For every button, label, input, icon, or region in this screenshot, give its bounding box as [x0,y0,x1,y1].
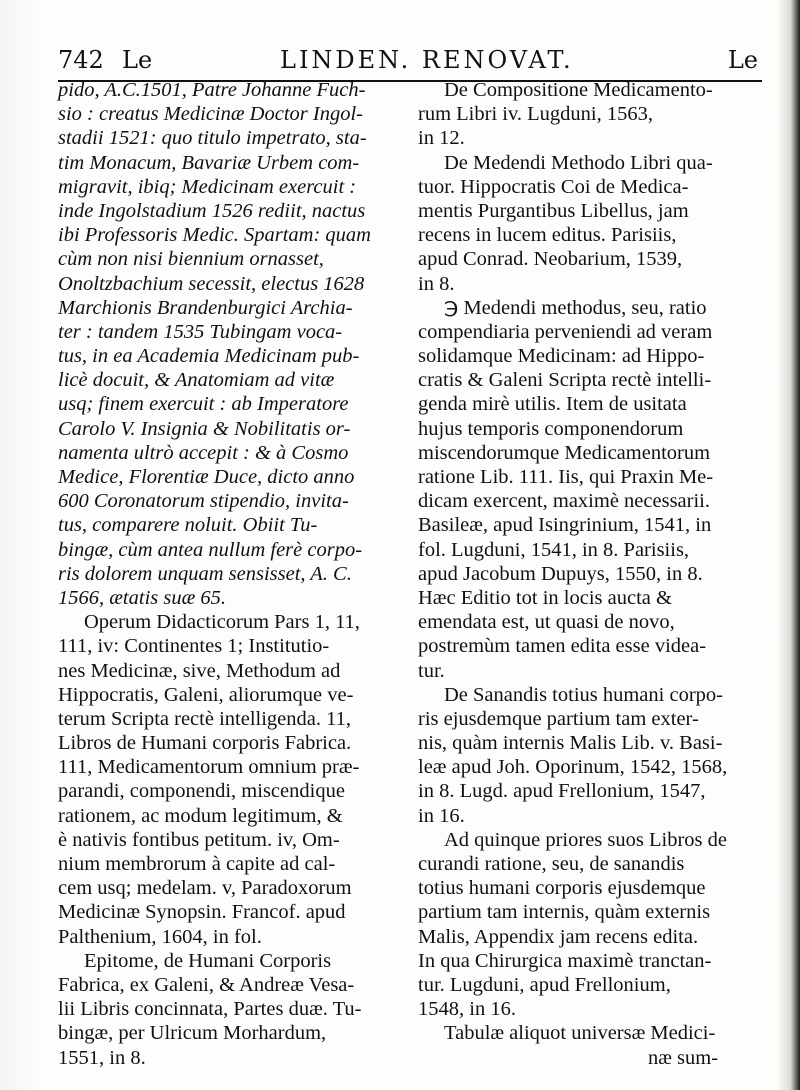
left-text-line: Palthenium, 1604, in fol. [58,925,262,948]
page-gutter-shadow-right [776,0,800,1090]
left-italic-line: ibi Professoris Medic. Spartam: quam [58,224,371,247]
left-text-line: lii Libris concinnata, Partes duæ. Tu- [58,998,362,1021]
right-text-line: tuor. Hippocratis Coi de Medica- [418,175,689,198]
left-text-line: rationem, ac modum legitimum, & [58,804,343,827]
left-italic-line: 600 Coronatorum stipendio, invita- [58,490,349,513]
left-italic-line: sio : creatus Medicinæ Doctor Ingol- [58,103,363,126]
right-text-line: totius humani corporis ejusdemque [418,877,706,900]
right-text-line: tur. [418,659,445,682]
left-italic-line: namenta ultrò accepit : & à Cosmo [58,441,349,464]
right-text-line: fol. Lugduni, 1541, in 8. Parisiis, [418,538,690,561]
right-text-line: næ sum- [648,1046,719,1069]
left-italic-line: cùm non nisi biennium ornasset, [58,248,324,271]
left-text-line: cem usq; medelam. v, Paradoxorum [58,877,352,900]
right-text-line: In qua Chirurgica maximè tranctan- [418,949,712,972]
right-text-line: dicam exercent, maximè necessarii. [418,490,710,513]
left-italic-line: inde Ingolstadium 1526 rediit, nactus [58,199,366,222]
page-number: 742 [58,46,104,74]
left-text-line: 111, Medicamentorum omnium præ- [58,756,360,779]
right-text-line: in 8. [418,272,455,295]
right-text-line: apud Conrad. Neobarium, 1539, [418,248,683,271]
right-text-line: nis, quàm internis Malis Lib. v. Basi- [418,732,723,755]
left-column [58,78,400,1070]
right-text-line: De Medendi Methodo Libri qua- [444,151,713,174]
right-text-line: recens in lucem editus. Parisiis, [418,224,677,247]
right-text-line: rum Libri iv. Lugduni, 1563, [418,103,653,126]
left-text-line: è nativis fontibus petitum. iv, Om- [58,828,340,851]
left-text-line: terum Scripta rectè intelligenda. 11, [58,707,351,730]
right-text-line: emendata est, ut quasi de novo, [418,611,675,634]
right-text-line: tur. Lugduni, apud Frellonium, [418,973,671,996]
left-text-line: Operum Didacticorum Pars 1, 11, [84,611,360,634]
right-text-line: genda mirè utilis. Item de usitata [418,393,687,416]
running-header [58,46,758,80]
left-italic-line: tim Monacum, Bavariæ Urbem com- [58,151,360,174]
left-italic-line: pido, A.C.1501, Patre Johanne Fuch- [58,79,366,101]
right-text-line: ratione Lib. 111. Iis, qui Praxin Me- [418,466,714,488]
right-text-line: Malis, Appendix jam recens edita. [418,925,699,948]
left-text-line: 1551, in 8. [58,1046,146,1069]
right-text-line: Basileæ, apud Isingrinium, 1541, in [418,514,712,537]
left-text-line: 111, iv: Continentes 1; Institutio- [58,635,330,658]
right-text-line: hujus temporis componendorum [418,417,684,440]
right-text-line: Hæc Editio tot in locis aucta & [418,586,672,609]
left-text-line: bingæ, per Ulricum Morhardum, [58,1022,327,1045]
right-text-line: in 12. [418,127,465,150]
left-italic-line: ter : tandem 1535 Tubingam voca- [58,320,343,343]
right-text-line: in 16. [418,804,465,827]
right-text-line: De Compositione Medicamento- [444,79,713,101]
left-italic-line: 1566, ætatis suæ 65. [58,586,227,609]
right-text-line: ris ejusdemque partium tam exter- [418,707,699,730]
left-italic-line: Carolo V. Insignia & Nobilitatis or- [58,417,351,440]
left-text-line: parandi, componendi, miscendique [58,780,345,803]
right-text-line: ℈ Medendi methodus, seu, ratio [444,296,707,319]
page-margin-shadow-left [0,0,38,1090]
right-column [418,78,763,1070]
right-text-line: apud Jacobum Dupuys, 1550, in 8. [418,562,703,585]
running-title: LINDEN. RENOVAT. [280,46,574,74]
left-italic-line: ris dolorem unquam sensisset, A. C. [58,562,352,585]
left-text-line: nes Medicinæ, sive, Methodum ad [58,659,341,682]
left-italic-line: tus, comparere noluit. Obiit Tu- [58,514,318,537]
right-text-line: Tabulæ aliquot universæ Medici- [444,1022,716,1045]
right-text-line: cratis & Galeni Scripta rectè intelli- [418,369,712,392]
right-text-line: 1548, in 16. [418,998,516,1021]
header-catchword-right: Le [727,46,758,74]
right-text-line: curandi ratione, seu, de sanandis [418,853,685,875]
left-text-line: Hippocratis, Galeni, aliorumque ve- [58,683,354,706]
left-italic-line: Marchionis Brandenburgici Archia- [58,296,353,319]
right-text-line: De Sanandis totius humani corpo- [444,683,723,706]
left-text-line: Epitome, de Humani Corporis [84,949,332,972]
right-text-line: partium tam internis, quàm externis [418,901,711,924]
left-italic-line: Onoltzbachium secessit, electus 1628 [58,272,365,295]
left-italic-line: licè docuit, & Anatomiam ad vitæ [58,369,335,392]
left-italic-line: migravit, ibiq; Medicinam exercuit : [58,175,357,198]
right-text-line: miscendorumque Medicamentorum [418,441,711,464]
right-text-line: solidamque Medicinam: ad Hippo- [418,345,705,368]
left-italic-line: stadii 1521: quo titulo impetrato, sta- [58,127,367,150]
right-text-line: mentis Purgantibus Libellus, jam [418,199,689,222]
left-italic-line: bingæ, cùm antea nullum ferè corpo- [58,538,363,561]
right-text-line: in 8. Lugd. apud Frellonium, 1547, [418,780,706,803]
left-text-line: Fabrica, ex Galeni, & Andreæ Vesa- [58,973,355,996]
right-text-line: Ad quinque priores suos Libros de [444,828,727,851]
right-text-line: compendiaria perveniendi ad veram [418,320,713,343]
header-catchword-left: Le [122,46,153,74]
left-text-line: Medicinæ Synopsin. Francof. apud [58,901,346,924]
left-italic-line: usq; finem exercuit : ab Imperatore [58,393,349,416]
right-text-line: postremùm tamen edita esse videa- [418,635,707,658]
left-text-line: Libros de Humani corporis Fabrica. [58,732,352,755]
left-italic-line: Medice, Florentiæ Duce, dicto anno [58,466,355,488]
left-italic-line: tus, in ea Academia Medicinam pub- [58,345,360,368]
right-text-line: leæ apud Joh. Oporinum, 1542, 1568, [418,756,728,779]
left-text-line: nium membrorum à capite ad cal- [58,853,336,875]
